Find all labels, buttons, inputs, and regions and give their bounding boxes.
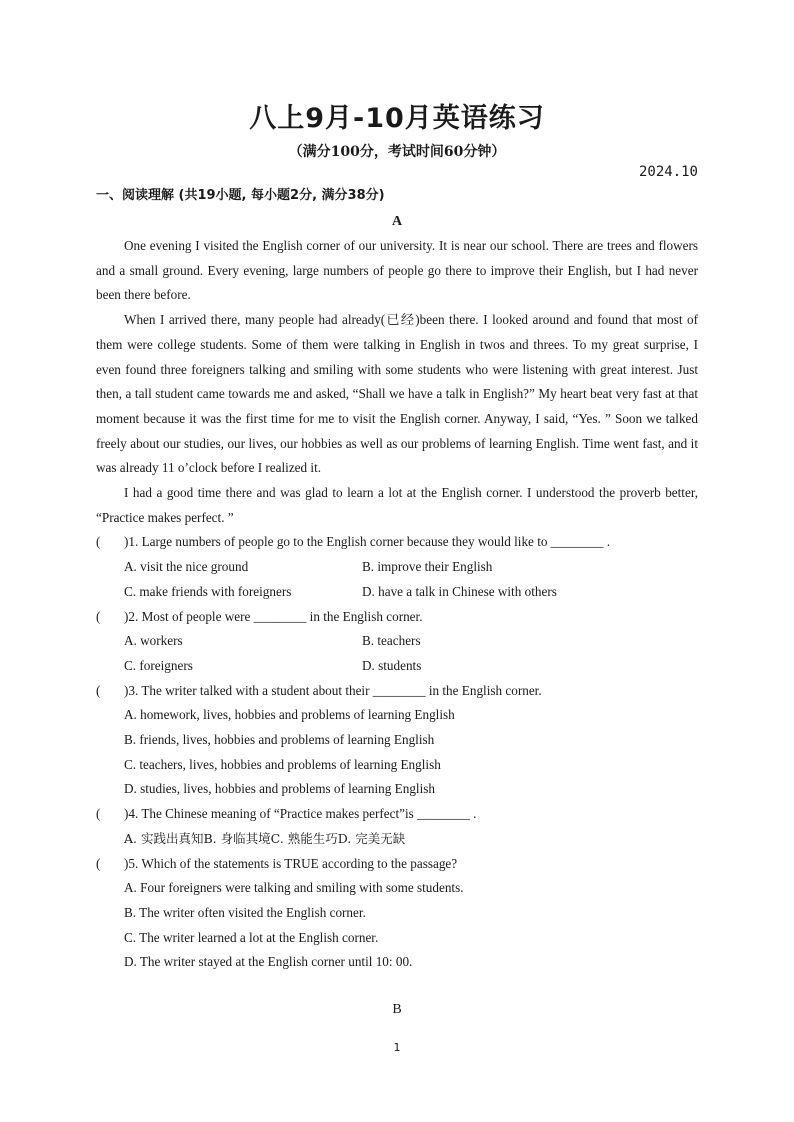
passage-paragraph-1: One evening I visited the English corner of our university. It is near our school. There are trees and flowers and a small ground. Every evening, large numbers of people go there to improve their English, but I had never been there before. — [96, 238, 698, 303]
question-1-options-row-1 — [96, 555, 698, 580]
option-b: B. The writer often visited the English corner. — [124, 904, 366, 920]
question-1-options-row-2 — [96, 580, 698, 605]
option-c: C. make friends with foreigners — [124, 583, 292, 599]
question-stem: )5. Which of the statements is TRUE according to the passage? — [124, 855, 458, 871]
option-b: B. teachers — [362, 633, 421, 649]
answer-blank-2[interactable]: ( — [96, 608, 101, 624]
passage-a-heading: A — [391, 214, 403, 229]
passage-a-body — [96, 234, 698, 975]
answer-blank-3[interactable]: ( — [96, 682, 101, 698]
exam-date: 2024.10 — [638, 164, 698, 180]
passage-paragraph-3: I had a good time there and was glad to learn a lot at the English corner. I understood the proverb better, “Practice makes perfect. ” — [96, 485, 698, 525]
option-a: A. 实践出真知 — [124, 830, 204, 846]
answer-blank-4[interactable]: ( — [96, 806, 101, 822]
question-stem: )3. The writer talked with a student about their ________ in the English corner. — [124, 682, 542, 698]
option-a: A. homework, lives, hobbies and problems of learning English — [124, 707, 455, 723]
answer-blank-1[interactable]: ( — [96, 534, 101, 550]
question-2-options-row-2 — [96, 654, 698, 679]
option-a: A. Four foreigners were talking and smiling with some students. — [124, 880, 464, 896]
page-subtitle: （满分100分，考试时间60分钟） — [288, 144, 506, 160]
option-c: C. The writer learned a lot at the English corner. — [124, 929, 379, 945]
option-b: B. 身临其境 — [203, 830, 271, 846]
question-stem: )4. The Chinese meaning of “Practice makes perfect”is ________ . — [124, 806, 477, 822]
option-c: C. 熟能生巧 — [270, 830, 338, 846]
option-b: B. improve their English — [362, 559, 493, 575]
section-heading: 一、阅读理解 (共19小题, 每小题2分, 满分38分) — [96, 188, 385, 203]
question-stem: )2. Most of people were ________ in the English corner. — [124, 608, 423, 624]
option-c: C. teachers, lives, hobbies and problems of learning English — [124, 756, 441, 772]
option-a: A. workers — [124, 633, 183, 649]
passage-b-heading: B — [392, 1002, 402, 1017]
option-d: D. students — [362, 657, 422, 673]
question-4-options — [96, 827, 698, 852]
page-number: 1 — [393, 1041, 401, 1054]
option-b: B. friends, lives, hobbies and problems of learning English — [124, 732, 435, 748]
question-2 — [96, 605, 698, 630]
option-d: D. The writer stayed at the English corner until 10: 00. — [124, 954, 413, 970]
option-c: C. foreigners — [124, 657, 193, 673]
question-stem: )1. Large numbers of people go to the English corner because they would like to ________ . — [124, 534, 611, 550]
question-1 — [96, 530, 698, 555]
page-title: 八上9月-10月英语练习 — [249, 103, 545, 134]
question-5 — [96, 852, 698, 877]
option-d: D. 完美无缺 — [337, 830, 406, 846]
question-3 — [96, 679, 698, 704]
option-a: A. visit the nice ground — [124, 559, 249, 575]
question-4 — [96, 802, 698, 827]
question-2-options-row-1 — [96, 629, 698, 654]
answer-blank-5[interactable]: ( — [96, 855, 101, 871]
passage-paragraph-2: When I arrived there, many people had already(已经)been there. I looked around and found that most of them were college students. Some of them were talking in English in twos and threes. To my great surprise, I even found three foreigners talking and smiling with some students who were listening with great interest. Just then, a tall student came towards me and asked, “Shall we have a talk in English?” My heart beat very fast at that moment because it was the first time for me to visit the English corner. Anyway, I said, “Yes. ” Soon we talked freely about our studies, our lives, our hobbies as well as our problems of learning English. Time went fast, and it was already 11 o’clock before I realized it. — [96, 312, 698, 476]
option-d: D. studies, lives, hobbies and problems of learning English — [124, 781, 435, 797]
option-d: D. have a talk in Chinese with others — [362, 583, 557, 599]
